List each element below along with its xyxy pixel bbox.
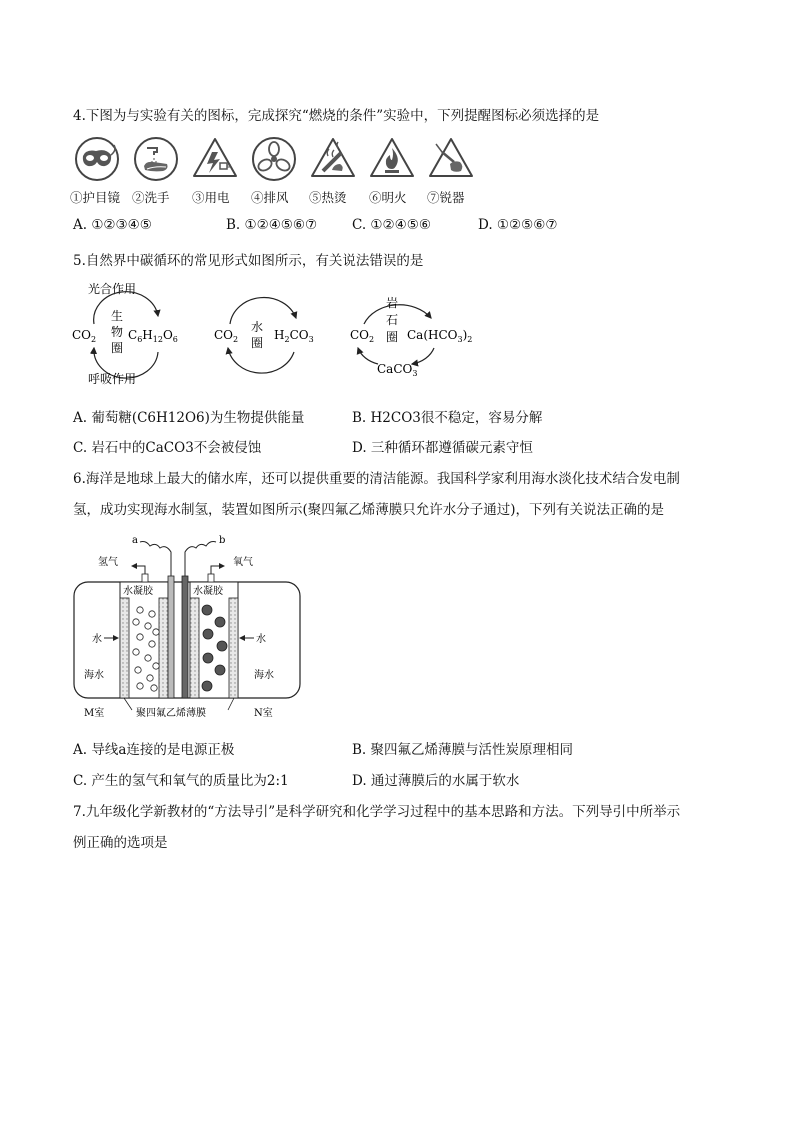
oxygen-label: 氧气: [233, 557, 253, 568]
seawater-electrolysis-diagram: [70, 530, 310, 725]
q5-stem: 5.自然界中碳循环的常见形式如图所示，有关说法错误的是: [73, 253, 424, 269]
room-n-label: N室: [254, 708, 273, 719]
svg-text:H2CO3: $H_2CO_3$: [274, 328, 314, 344]
hydrogen-label: 氢气: [98, 557, 118, 568]
icon-caption-5: ⑤热烫: [309, 190, 347, 205]
carbonic-acid-label: H: [274, 328, 285, 342]
electricity-icon: [192, 136, 238, 182]
q7-stem-line-1: 7.九年级化学新教材的“方法导引”是科学研究和化学学习过程中的基本思路和方法。下列导引中所举示: [73, 804, 681, 820]
room-m-label: M室: [84, 708, 105, 719]
q6-option-d: D. 通过薄膜后的水属于软水: [352, 773, 520, 789]
hand-wash-icon: [133, 136, 179, 182]
respiration-label: 呼吸作用: [88, 372, 137, 386]
svg-text:CO2: $CO_2$: [72, 328, 97, 344]
q6-option-a: A. 导线a连接的是电源正极: [73, 742, 235, 758]
co2-label-3: CO: [350, 328, 370, 342]
svg-text:Ca(HCO3)2: $Ca(HCO_3)_2$: [407, 328, 473, 344]
membrane-label: 聚四氟乙烯薄膜: [136, 708, 206, 719]
icon-caption-6: ⑥明火: [369, 190, 407, 205]
icon-caption-4: ④排风: [251, 190, 289, 205]
seawater-right-label: 海水: [254, 670, 274, 681]
q7-stem-line-2: 例正确的选项是: [73, 835, 168, 851]
hydrogel-left-label: 水凝胶: [123, 586, 153, 597]
q6-stem-line-1: 6.海洋是地球上最大的储水库，还可以提供重要的清洁能源。我国科学家利用海水淡化技术结合发电制: [73, 471, 680, 487]
q4-stem: 4.下图为与实验有关的图标，完成探究“燃烧的条件”实验中，下列提醒图标必须选择的是: [73, 108, 600, 124]
sharp-object-icon: [428, 136, 474, 182]
lithosphere-char-2: 石: [386, 313, 399, 327]
hydrogel-right-label: 水凝胶: [193, 586, 223, 597]
ventilation-icon: [251, 136, 297, 182]
q5-option-a: A. 葡萄糖(C6H12O6)为生物提供能量: [73, 410, 305, 426]
q5-option-d: D. 三种循环都遵循碳元素守恒: [352, 440, 533, 456]
photosynthesis-label: 光合作用: [88, 282, 137, 296]
q4-option-a: A. ①②③④⑤: [73, 217, 152, 233]
icon-caption-7: ⑦锐器: [427, 190, 465, 205]
q6-option-b: B. 聚四氟乙烯薄膜与活性炭原理相同: [352, 742, 574, 758]
seawater-left-label: 海水: [84, 670, 104, 681]
q4-option-c: C. ①②④⑤⑥: [352, 217, 431, 233]
svg-text:CO2: $CO_2$: [214, 328, 239, 344]
icon-caption-2: ②洗手: [132, 190, 170, 205]
co2-label: CO: [72, 328, 92, 342]
svg-text:CO2: $CO_2$: [350, 328, 375, 344]
open-flame-icon: [369, 136, 415, 182]
biosphere-char-2: 物: [111, 325, 124, 339]
goggles-icon: [74, 136, 120, 182]
carbon-cycle-diagram: [66, 276, 486, 386]
wire-b-label: b: [219, 535, 226, 546]
lithosphere-char-1: 岩: [386, 296, 399, 310]
glucose-label: C: [128, 328, 138, 342]
svg-text:CaCO3: CaCO$_3$: [377, 362, 418, 378]
q5-option-b: B. H2CO3很不稳定，容易分解: [352, 410, 543, 426]
water-left-label: 水: [92, 634, 102, 645]
icon-caption-3: ③用电: [192, 190, 230, 205]
water-right-label: 水: [256, 634, 266, 645]
biosphere-char-1: 生: [111, 309, 124, 323]
lithosphere-char-3: 圈: [386, 330, 399, 344]
wire-a-label: a: [132, 535, 138, 546]
biosphere-char-3: 圈: [111, 341, 124, 355]
q6-option-c: C. 产生的氢气和氧气的质量比为2:1: [73, 773, 289, 789]
q4-option-b: B. ①②④⑤⑥⑦: [226, 217, 318, 233]
svg-text:C6H12O6: $C_6H_{12}O_6$: [128, 328, 178, 344]
calcium-bicarbonate-label: Ca(HCO: [407, 328, 458, 342]
q5-option-c: C. 岩石中的CaCO3不会被侵蚀: [73, 440, 262, 456]
co2-label-2: CO: [214, 328, 234, 342]
calcium-carbonate-label: CaCO: [377, 362, 413, 376]
q6-stem-line-2: 氢，成功实现海水制氢，装置如图所示(聚四氟乙烯薄膜只允许水分子通过)，下列有关说法正确的是: [73, 502, 665, 518]
q4-option-d: D. ①②⑤⑥⑦: [478, 217, 558, 233]
icon-caption-1: ①护目镜: [70, 190, 121, 205]
hydrosphere-char-2: 圈: [251, 336, 264, 350]
hydrosphere-char-1: 水: [251, 320, 264, 334]
hot-surface-icon: [310, 136, 356, 182]
